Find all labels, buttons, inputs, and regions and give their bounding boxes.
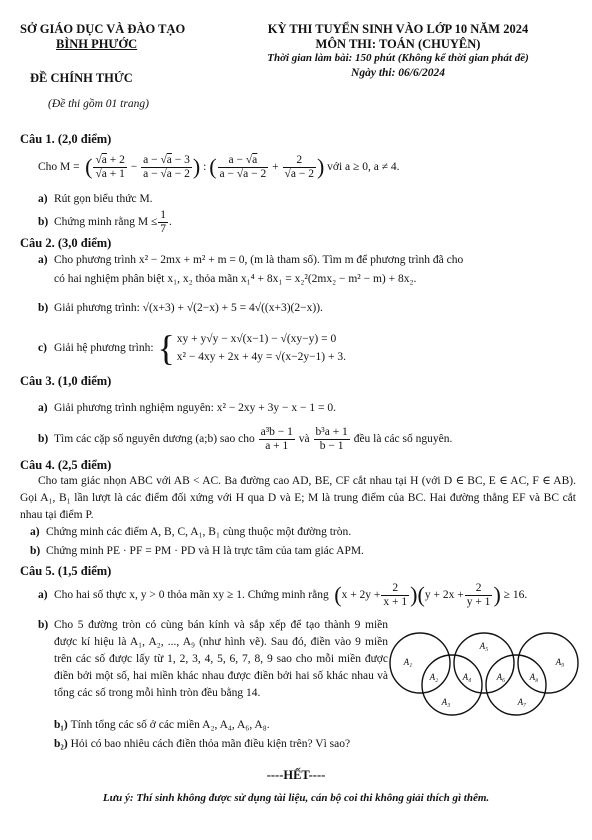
q3-b-and: và <box>298 433 310 445</box>
q2-c-eq2: x² − 4xy + 2x + 4y = √(x−2y−1) + 3. <box>176 351 346 363</box>
q2-c-eq1: xy + y√y − x√(x−1) − √(xy−y) = 0 <box>176 333 337 345</box>
q3-b-frac-1: $\frac{\text{a³b − 1}}{a + 1}$ <box>260 425 293 452</box>
q3-part-a <box>38 402 336 414</box>
q2-part-a <box>38 254 463 266</box>
q4-a-label: a) <box>30 526 40 538</box>
department-line2: BÌNH PHƯỚC <box>56 37 138 51</box>
q1-condition: với a ≥ 0, a ≠ 4. <box>327 161 400 173</box>
q5-b2-text: Hỏi có bao nhiêu cách điền thỏa mãn điều kiện trên? Vì sao? <box>70 738 351 750</box>
q3-title: Câu 3. (1,0 điểm) <box>20 374 112 388</box>
q2-a-line2: có hai nghiệm phân biệt x₁, x₂ thỏa mãn x₁⁴ + 8x₁ = x₂²(2mx₂ − m² − m) + 8x₂. <box>54 273 417 285</box>
q2-b-label: b) <box>38 302 49 314</box>
region-label-a9: A₉ <box>555 657 565 667</box>
q1-b-label: b) <box>38 216 49 228</box>
q1-a-label: a) <box>38 193 48 205</box>
q5-b1-text: Tính tổng các số ở các miền A₂, A₄, A₆, A₈. <box>70 719 270 731</box>
q1-a-text: Rút gọn biểu thức M. <box>54 193 153 205</box>
q4-part-b <box>30 545 364 557</box>
q5-b1-label: b₁) <box>54 719 68 731</box>
exam-date: Ngày thi: 06/6/2024 <box>351 67 445 79</box>
q3-b-frac-2: $\frac{\text{b³a + 1}}{b - 1}$ <box>315 425 348 452</box>
q5-b2-label: b₂) <box>54 738 68 750</box>
q2-part-b <box>38 302 323 314</box>
q1-frac-4: $\frac{2}{√a - 2}$ <box>284 153 314 180</box>
q5-part-b2 <box>54 738 350 750</box>
region-label-a4: A₄ <box>462 672 472 682</box>
q4-title: Câu 4. (2,5 điểm) <box>20 458 112 472</box>
department-line1: SỞ GIÁO DỤC VÀ ĐÀO TẠO <box>20 22 186 36</box>
end-marker: ----HẾT---- <box>266 768 326 782</box>
q1-b-text: Chứng minh rằng M ≤ <box>54 216 158 228</box>
q3-a-label: a) <box>38 402 48 414</box>
q2-c-label: c) <box>38 342 47 354</box>
q4-b-label: b) <box>30 545 41 557</box>
region-label-a8: A₈ <box>529 672 539 682</box>
q3-b-end: đều là các số nguyên. <box>353 433 453 445</box>
page-note: (Đề thi gồm 01 trang) <box>48 98 149 110</box>
region-label-a2: A₂ <box>429 672 439 682</box>
q5-b-label: b) <box>38 619 49 631</box>
q4-text: Cho tam giác nhọn ABC với AB < AC. Ba đường cao AD, BE, CF cắt nhau tại H (với D ∈ BC, E ∈ AC, F ∈ AB). Gọi A₁, B₁ lần lượt là các điểm đối xứng với H qua D và E; M là trung điểm của BC. Hai đường thẳng EF và BC cắt nhau tại điểm P. <box>20 475 576 521</box>
footer-note: Lưu ý: Thí sinh không được sử dụng tài liệu, cán bộ coi thi không giải thích gì thêm. <box>102 792 490 804</box>
exam-title: KỲ THI TUYỂN SINH VÀO LỚP 10 NĂM 2024 <box>267 22 529 36</box>
q2-c-text: Giải hệ phương trình: <box>54 342 154 354</box>
q4-b-text: Chứng minh PE · PF = PM · PD và H là trực tâm của tam giác APM. <box>46 545 364 557</box>
five-circles-figure <box>388 615 580 727</box>
region-label-a1: A₁ <box>403 657 413 667</box>
q2-system-brace: { <box>157 328 175 368</box>
q5-title: Câu 5. (1,5 điểm) <box>20 564 112 578</box>
q5-a-frac-2: $\frac{2}{y + 1}$ <box>466 581 491 608</box>
q3-b-text: Tìm các cặp số nguyên dương (a;b) sao cho <box>54 433 255 445</box>
q1-part-b: b) Chứng minh rằng M ≤ $\frac{1}{7}$ . <box>38 208 172 235</box>
region-label-a3: A₃ <box>441 697 451 707</box>
q2-a-label: a) <box>38 254 48 266</box>
q2-part-c <box>38 330 346 366</box>
q1-frac-2: $\frac{a - √a - 3}{a - √a - 2}$ <box>143 153 190 180</box>
q5-part-b1 <box>54 719 270 731</box>
q3-b-label: b) <box>38 433 49 445</box>
q5-a-text: Cho hai số thực x, y > 0 thỏa mãn xy ≥ 1. Chứng minh rằng <box>54 589 329 601</box>
q1-title: Câu 1. (2,0 điểm) <box>20 132 112 146</box>
circle-1 <box>390 633 450 693</box>
q5-part-a: a) Cho hai số thực x, y > 0 thỏa mãn xy ≥ 1. Chứng minh rằng ( x + 2y + $\frac{2}{x + 1}$ )( y + 2x + $\frac{2}{y + 1}$ ) ≥ 16. <box>38 581 528 608</box>
q5-a-label: a) <box>38 589 48 601</box>
exam-subject: MÔN THI: TOÁN (CHUYÊN) <box>315 37 481 51</box>
q2-a-line1: Cho phương trình x² − 2mx + m² + m = 0, (m là tham số). Tìm m để phương trình đã cho <box>54 254 464 266</box>
official-label: ĐỀ CHÍNH THỨC <box>30 71 133 85</box>
q1-intro: Cho M = <box>38 161 80 173</box>
circle-2 <box>422 655 482 715</box>
region-label-a7: A₇ <box>517 697 527 707</box>
q4-part-a <box>30 526 351 538</box>
q5-b-text: Cho 5 đường tròn có cùng bán kính và sắp xếp để tạo thành 9 miền được kí hiệu là A₁, A₂, ..., A₉ (như hình vẽ). Sau đó, điền vào 9 miền trên các số được lấy từ 1, 2, 3, 4, 5, 6, 7, 8, 9 sao cho mỗi miền được điền bởi một số, hai miền khác nhau được điền bởi hai số khác nhau và tổng các số trong mỗi hình tròn đều bằng 14. <box>54 619 388 699</box>
q1-frac-1: $\frac{√a + 2}{√a + 1}$ <box>95 153 125 180</box>
q5-a-frac-1: $\frac{2}{x + 1}$ <box>383 581 408 608</box>
region-label-a6: A₆ <box>496 672 506 682</box>
q4-a-text: Chứng minh các điểm A, B, C, A₁, B₁ cùng thuộc một đường tròn. <box>46 526 352 538</box>
q1-formula-line: Cho M = ( $\frac{√a + 2}{√a + 1}$ − $\frac{a - √a - 3}{a - √a - 2}$ ) : ( $\frac{a - √a}{a - √a - 2}$ + $\frac{2}{√a - 2}$ ) với a ≥ 0, a ≠ 4. <box>38 153 400 180</box>
q3-part-b <box>38 424 452 454</box>
time-allowed: Thời gian làm bài: 150 phút (Không kể thời gian phát đề) <box>267 52 529 64</box>
q5-part-b <box>38 617 388 702</box>
circle-4 <box>486 655 546 715</box>
q2-b-text: Giải phương trình: √(x+3) + √(2−x) + 5 = 4√((x+3)(2−x)). <box>54 302 323 314</box>
q1-part-a <box>38 193 153 205</box>
region-label-a5: A₅ <box>479 641 489 651</box>
circle-5 <box>518 633 578 693</box>
q1-b-frac: $\frac{1}{7}$ <box>160 208 167 235</box>
q2-title: Câu 2. (3,0 điểm) <box>20 236 112 250</box>
q1-frac-3: $\frac{a - √a}{a - √a - 2}$ <box>219 153 267 180</box>
q3-a-text: Giải phương trình nghiệm nguyên: x² − 2xy + 3y − x − 1 = 0. <box>54 402 337 414</box>
